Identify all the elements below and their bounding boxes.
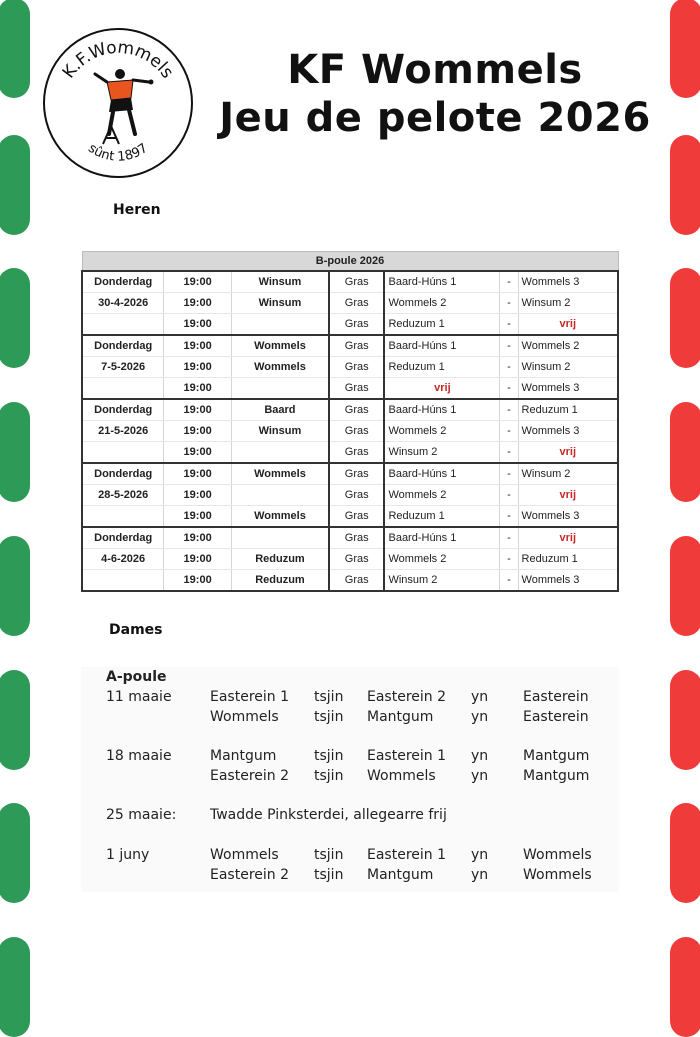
- cell-away-team: Wommels 2: [518, 335, 618, 357]
- decor-pill-green: [0, 268, 30, 368]
- match-date: 25 maaie:: [106, 807, 177, 823]
- cell-separator: -: [500, 271, 518, 293]
- table-row: [82, 442, 618, 464]
- section-heading-dames: Dames: [109, 622, 163, 638]
- cell-day: [82, 314, 164, 336]
- cell-surface: Gras: [329, 527, 385, 549]
- decor-pill-red: [670, 803, 700, 903]
- cell-away-team: Wommels 3: [518, 378, 618, 400]
- cell-location: Winsum: [231, 293, 329, 314]
- table-row: [82, 335, 618, 357]
- versus-label: tsjin: [314, 768, 344, 784]
- cell-time: 19:00: [164, 485, 232, 506]
- logo-player-figure: [95, 69, 154, 134]
- cell-day: 21-5-2026: [82, 421, 164, 442]
- cell-separator: -: [500, 421, 518, 442]
- cell-location: [231, 527, 329, 549]
- cell-location: Winsum: [231, 421, 329, 442]
- cell-surface: Gras: [329, 485, 385, 506]
- cell-day: 28-5-2026: [82, 485, 164, 506]
- cell-home-team: Wommels 2: [384, 485, 499, 506]
- logo-club-name: K.F.Wommels: [58, 37, 178, 83]
- venue-prefix: yn: [471, 768, 489, 784]
- bye-label: vrij: [559, 318, 577, 330]
- cell-home-team: Baard-Húns 1: [384, 335, 499, 357]
- cell-home-team: Baard-Húns 1: [384, 399, 499, 421]
- page-subtitle: Jeu de pelote 2026: [219, 95, 651, 141]
- decor-pill-green: [0, 937, 30, 1037]
- cell-surface: Gras: [329, 463, 385, 485]
- cell-home-team: Reduzum 1: [384, 314, 499, 336]
- away-team: Easterein 1: [367, 748, 447, 764]
- cell-home-team: Reduzum 1: [384, 506, 499, 528]
- cell-time: 19:00: [164, 271, 232, 293]
- venue: Mantgum: [523, 768, 590, 784]
- cell-away-team: [518, 485, 618, 506]
- home-team: Wommels: [210, 709, 279, 725]
- cell-day: 4-6-2026: [82, 549, 164, 570]
- section-heading-heren: Heren: [113, 202, 161, 218]
- table-row: [82, 314, 618, 336]
- decor-pill-red: [670, 670, 700, 770]
- cell-away-team: [518, 442, 618, 464]
- cell-separator: -: [500, 549, 518, 570]
- cell-day: Donderdag: [82, 399, 164, 421]
- versus-label: tsjin: [314, 867, 344, 883]
- versus-label: tsjin: [314, 689, 344, 705]
- cell-separator: -: [500, 442, 518, 464]
- cell-separator: -: [500, 357, 518, 378]
- cell-location: Wommels: [231, 357, 329, 378]
- table-row: [82, 378, 618, 400]
- venue-prefix: yn: [471, 847, 489, 863]
- cell-home-team: Wommels 2: [384, 293, 499, 314]
- cell-away-team: Reduzum 1: [518, 549, 618, 570]
- decor-pill-red: [670, 135, 700, 235]
- cell-day: [82, 570, 164, 592]
- cell-day: 7-5-2026: [82, 357, 164, 378]
- cell-separator: -: [500, 314, 518, 336]
- venue: Mantgum: [523, 748, 590, 764]
- cell-separator: -: [500, 570, 518, 592]
- cell-location: [231, 314, 329, 336]
- cell-time: 19:00: [164, 421, 232, 442]
- table-row: [82, 506, 618, 528]
- home-team: Mantgum: [210, 748, 277, 764]
- venue-prefix: yn: [471, 867, 489, 883]
- cell-location: Wommels: [231, 506, 329, 528]
- schedule-table-heren: [81, 251, 619, 592]
- logo-founded: sûnt 1897: [85, 140, 151, 165]
- cell-time: 19:00: [164, 293, 232, 314]
- cell-surface: Gras: [329, 421, 385, 442]
- table-row: [82, 527, 618, 549]
- cell-day: [82, 442, 164, 464]
- cell-home-team: Wommels 2: [384, 549, 499, 570]
- cell-day: Donderdag: [82, 335, 164, 357]
- cell-home-team: Baard-Húns 1: [384, 463, 499, 485]
- versus-label: tsjin: [314, 847, 344, 863]
- list-item: [81, 746, 619, 766]
- cell-time: 19:00: [164, 527, 232, 549]
- cell-away-team: Winsum 2: [518, 357, 618, 378]
- cell-separator: -: [500, 335, 518, 357]
- cell-home-team: [384, 378, 499, 400]
- cell-surface: Gras: [329, 549, 385, 570]
- cell-time: 19:00: [164, 463, 232, 485]
- cell-surface: Gras: [329, 378, 385, 400]
- venue: Wommels: [523, 847, 592, 863]
- venue-prefix: yn: [471, 709, 489, 725]
- match-date: 18 maaie: [106, 748, 172, 764]
- bye-label: vrij: [434, 382, 451, 394]
- cell-surface: Gras: [329, 442, 385, 464]
- cell-location: Reduzum: [231, 549, 329, 570]
- home-team: Easterein 1: [210, 689, 290, 705]
- bye-label: vrij: [559, 532, 577, 544]
- bye-label: vrij: [559, 489, 577, 501]
- cell-separator: -: [500, 463, 518, 485]
- cell-surface: Gras: [329, 570, 385, 592]
- venue: Easterein: [523, 689, 589, 705]
- cell-surface: Gras: [329, 335, 385, 357]
- away-team: Easterein 1: [367, 847, 447, 863]
- cell-day: Donderdag: [82, 463, 164, 485]
- cell-location: Wommels: [231, 463, 329, 485]
- away-team: Mantgum: [367, 867, 434, 883]
- table-row: [82, 421, 618, 442]
- table-row: [82, 485, 618, 506]
- away-team: Easterein 2: [367, 689, 447, 705]
- list-item: [81, 766, 619, 786]
- table-title: B-poule 2026: [82, 252, 618, 272]
- cell-time: 19:00: [164, 399, 232, 421]
- cell-separator: -: [500, 485, 518, 506]
- cell-separator: -: [500, 527, 518, 549]
- table-row: [82, 549, 618, 570]
- match-date: 11 maaie: [106, 689, 172, 705]
- cell-time: 19:00: [164, 442, 232, 464]
- list-item: [81, 865, 619, 885]
- club-logo: [43, 28, 193, 178]
- cell-location: [231, 442, 329, 464]
- cell-location: [231, 378, 329, 400]
- cell-surface: Gras: [329, 293, 385, 314]
- table-title-row: [82, 252, 618, 272]
- cell-surface: Gras: [329, 399, 385, 421]
- cell-away-team: Winsum 2: [518, 463, 618, 485]
- kaatser-logo-icon: [45, 30, 191, 176]
- cell-day: [82, 378, 164, 400]
- cell-time: 19:00: [164, 570, 232, 592]
- cell-time: 19:00: [164, 506, 232, 528]
- cell-home-team: Baard-Húns 1: [384, 271, 499, 293]
- list-item: [81, 687, 619, 707]
- table-row: [82, 293, 618, 314]
- cell-away-team: Wommels 3: [518, 570, 618, 592]
- cell-surface: Gras: [329, 314, 385, 336]
- cell-surface: Gras: [329, 357, 385, 378]
- decor-pill-green: [0, 135, 30, 235]
- cell-home-team: Winsum 2: [384, 442, 499, 464]
- cell-day: [82, 506, 164, 528]
- cell-separator: -: [500, 506, 518, 528]
- decor-pill-red: [670, 268, 700, 368]
- decor-pill-red: [670, 536, 700, 636]
- cell-away-team: Wommels 3: [518, 271, 618, 293]
- schedule-dames: [81, 667, 619, 892]
- table-row: [82, 570, 618, 592]
- cell-surface: Gras: [329, 506, 385, 528]
- cell-away-team: Reduzum 1: [518, 399, 618, 421]
- cell-home-team: Wommels 2: [384, 421, 499, 442]
- decor-pill-green: [0, 536, 30, 636]
- list-item: [81, 845, 619, 865]
- list-item-free-day: [81, 805, 619, 825]
- cell-separator: -: [500, 293, 518, 314]
- cell-away-team: Wommels 3: [518, 506, 618, 528]
- decor-pill-red: [670, 402, 700, 502]
- cell-away-team: Wommels 3: [518, 421, 618, 442]
- cell-time: 19:00: [164, 314, 232, 336]
- cell-home-team: Baard-Húns 1: [384, 527, 499, 549]
- decor-pill-green: [0, 402, 30, 502]
- decor-pill-green: [0, 670, 30, 770]
- cell-time: 19:00: [164, 335, 232, 357]
- home-team: Easterein 2: [210, 768, 290, 784]
- cell-home-team: Reduzum 1: [384, 357, 499, 378]
- home-team: Wommels: [210, 847, 279, 863]
- list-item: [81, 707, 619, 727]
- cell-day: Donderdag: [82, 271, 164, 293]
- cell-time: 19:00: [164, 549, 232, 570]
- cell-away-team: [518, 314, 618, 336]
- venue-prefix: yn: [471, 748, 489, 764]
- venue-prefix: yn: [471, 689, 489, 705]
- table-row: [82, 271, 618, 293]
- cell-location: Baard: [231, 399, 329, 421]
- free-day-note: Twadde Pinksterdei, allegearre frij: [210, 807, 447, 823]
- table-row: [82, 357, 618, 378]
- home-team: Easterein 2: [210, 867, 290, 883]
- decor-pill-green: [0, 0, 30, 98]
- cell-time: 19:00: [164, 378, 232, 400]
- decor-pill-green: [0, 803, 30, 903]
- versus-label: tsjin: [314, 748, 344, 764]
- match-date: 1 juny: [106, 847, 150, 863]
- page-title: KF Wommels: [287, 47, 583, 93]
- bye-label: vrij: [559, 446, 577, 458]
- cell-separator: -: [500, 378, 518, 400]
- cell-location: Reduzum: [231, 570, 329, 592]
- cell-surface: Gras: [329, 271, 385, 293]
- table-row: [82, 399, 618, 421]
- away-team: Wommels: [367, 768, 436, 784]
- cell-away-team: [518, 527, 618, 549]
- cell-separator: -: [500, 399, 518, 421]
- cell-location: [231, 485, 329, 506]
- cell-day: 30-4-2026: [82, 293, 164, 314]
- cell-time: 19:00: [164, 357, 232, 378]
- venue: Easterein: [523, 709, 589, 725]
- poule-label: A-poule: [106, 669, 167, 685]
- table-row: [82, 463, 618, 485]
- cell-home-team: Winsum 2: [384, 570, 499, 592]
- cell-location: Winsum: [231, 271, 329, 293]
- versus-label: tsjin: [314, 709, 344, 725]
- cell-away-team: Winsum 2: [518, 293, 618, 314]
- cell-location: Wommels: [231, 335, 329, 357]
- cell-day: Donderdag: [82, 527, 164, 549]
- venue: Wommels: [523, 867, 592, 883]
- decor-pill-red: [670, 937, 700, 1037]
- away-team: Mantgum: [367, 709, 434, 725]
